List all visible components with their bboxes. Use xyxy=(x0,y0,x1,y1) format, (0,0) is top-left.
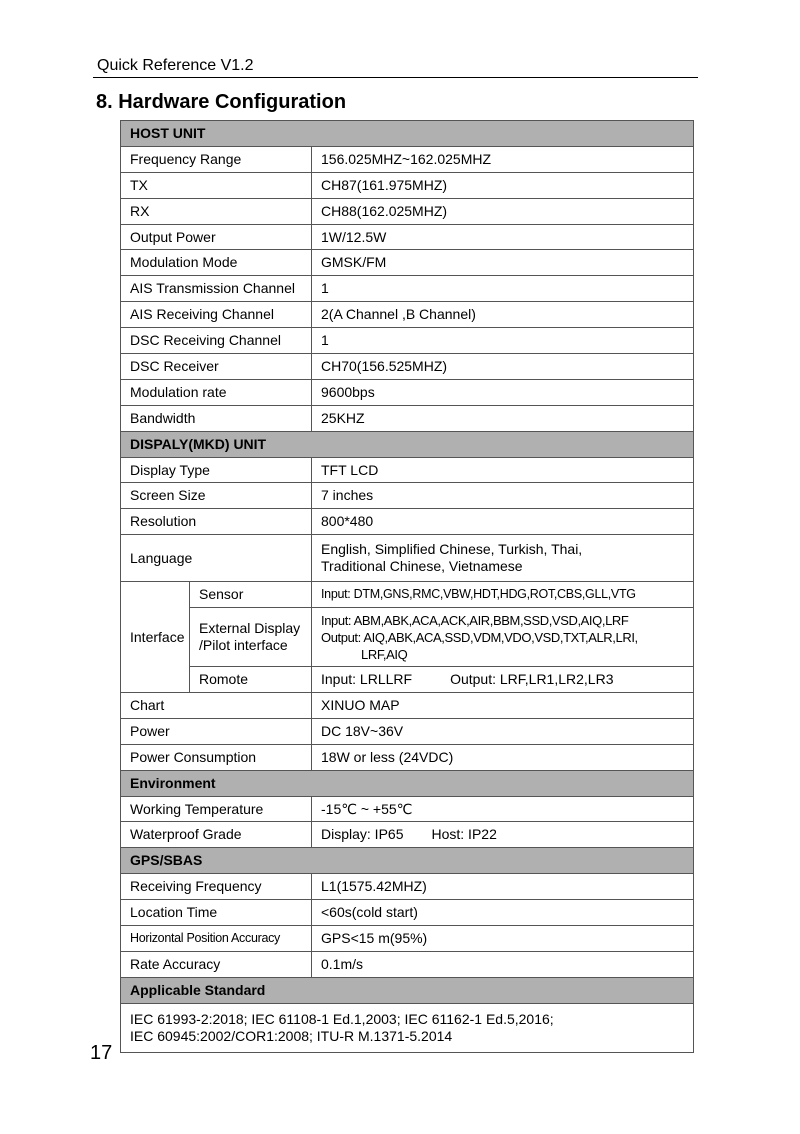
spec-label: Rate Accuracy xyxy=(121,951,312,977)
interface-external-value xyxy=(312,608,694,667)
standard-text xyxy=(121,1003,694,1052)
spec-value: 9600bps xyxy=(312,379,694,405)
spec-row-rate-accuracy xyxy=(121,951,694,977)
spec-row-location-time xyxy=(121,900,694,926)
external-label-line-1: External Display xyxy=(199,620,301,637)
spec-row-dsc-receiver xyxy=(121,354,694,380)
interface-sensor-value: Input: DTM,GNS,RMC,VBW,HDT,HDG,ROT,CBS,GLL,VTG xyxy=(312,582,694,608)
spec-row-dsc-receiving-channel xyxy=(121,328,694,354)
spec-label: Modulation rate xyxy=(121,379,312,405)
spec-value: DC 18V~36V xyxy=(312,718,694,744)
spec-value: CH70(156.525MHZ) xyxy=(312,354,694,380)
document-header: Quick Reference V1.2 xyxy=(97,57,254,74)
external-value-line-2: Output: AIQ,ABK,ACA,SSD,VDM,VDO,VSD,TXT,ALR,LRI, xyxy=(321,629,638,645)
spec-label: Receiving Frequency xyxy=(121,874,312,900)
spec-row-modulation-rate xyxy=(121,379,694,405)
spec-value: 2(A Channel ,B Channel) xyxy=(312,302,694,328)
language-line-1: English, Simplified Chinese, Turkish, Thai, xyxy=(321,541,583,558)
standard-heading-row xyxy=(121,977,694,1003)
spec-row-language xyxy=(121,535,694,582)
spec-value: 1 xyxy=(312,276,694,302)
spec-value: 1 xyxy=(312,328,694,354)
standard-line-2: IEC 60945:2002/COR1:2008; ITU-R M.1371-5.2014 xyxy=(130,1027,453,1044)
spec-row-output-power xyxy=(121,224,694,250)
language-line-2: Traditional Chinese, Vietnamese xyxy=(321,558,523,575)
remote-output: Output: LRF,LR1,LR2,LR3 xyxy=(450,671,614,688)
spec-value: -15℃ ~ +55℃ xyxy=(312,796,694,822)
spec-label: Waterproof Grade xyxy=(121,822,312,848)
spec-row-frequency-range xyxy=(121,146,694,172)
spec-label: Screen Size xyxy=(121,483,312,509)
interface-label: Interface xyxy=(121,582,190,693)
standard-line-1: IEC 61993-2:2018; IEC 61108-1 Ed.1,2003; IEC 61162-1 Ed.5,2016; xyxy=(130,1010,554,1027)
standard-heading: Applicable Standard xyxy=(121,977,694,1003)
spec-row-ais-transmission-channel xyxy=(121,276,694,302)
spec-label: AIS Transmission Channel xyxy=(121,276,312,302)
host-unit-heading-row xyxy=(121,121,694,147)
spec-label: Working Temperature xyxy=(121,796,312,822)
external-label-line-2: /Pilot interface xyxy=(199,637,288,654)
spec-row-tx xyxy=(121,172,694,198)
spec-label: Power xyxy=(121,718,312,744)
spec-row-horizontal-position-accuracy xyxy=(121,926,694,952)
spec-value: <60s(cold start) xyxy=(312,900,694,926)
interface-sensor-label: Sensor xyxy=(190,582,312,608)
spec-label: Output Power xyxy=(121,224,312,250)
spec-row-power xyxy=(121,718,694,744)
spec-value: XINUO MAP xyxy=(312,693,694,719)
spec-row-interface-remote xyxy=(121,667,694,693)
spec-value: 800*480 xyxy=(312,509,694,535)
spec-label: Power Consumption xyxy=(121,744,312,770)
page-number: 17 xyxy=(90,1042,113,1064)
spec-label: TX xyxy=(121,172,312,198)
spec-label: Horizontal Position Accuracy xyxy=(121,926,312,952)
spec-row-chart xyxy=(121,693,694,719)
spec-value: 156.025MHZ~162.025MHZ xyxy=(312,146,694,172)
spec-label: Chart xyxy=(121,693,312,719)
interface-remote-value xyxy=(312,667,694,693)
environment-heading-row xyxy=(121,770,694,796)
spec-row-ais-receiving-channel xyxy=(121,302,694,328)
spec-row-working-temperature xyxy=(121,796,694,822)
spec-value: CH88(162.025MHZ) xyxy=(312,198,694,224)
standard-row xyxy=(121,1003,694,1052)
spec-label: Location Time xyxy=(121,900,312,926)
interface-remote-label: Romote xyxy=(190,667,312,693)
spec-row-display-type xyxy=(121,457,694,483)
spec-label: DSC Receiver xyxy=(121,354,312,380)
spec-value: L1(1575.42MHZ) xyxy=(312,874,694,900)
display-unit-heading-row xyxy=(121,431,694,457)
spec-label: Modulation Mode xyxy=(121,250,312,276)
spec-row-rx xyxy=(121,198,694,224)
spec-value: GPS<15 m(95%) xyxy=(312,926,694,952)
spec-value: 7 inches xyxy=(312,483,694,509)
environment-heading: Environment xyxy=(121,770,694,796)
spec-row-receiving-frequency xyxy=(121,874,694,900)
gps-heading-row xyxy=(121,848,694,874)
spec-value xyxy=(312,822,694,848)
spec-row-modulation-mode xyxy=(121,250,694,276)
external-value-line-1: Input: ABM,ABK,ACA,ACK,AIR,BBM,SSD,VSD,AIQ,LRF xyxy=(321,612,629,628)
spec-label: AIS Receiving Channel xyxy=(121,302,312,328)
spec-label: Frequency Range xyxy=(121,146,312,172)
interface-external-label xyxy=(190,608,312,667)
spec-row-bandwidth xyxy=(121,405,694,431)
waterproof-display: Display: IP65 xyxy=(321,826,404,843)
spec-value: 25KHZ xyxy=(312,405,694,431)
header-rule xyxy=(93,77,698,78)
display-unit-heading: DISPALY(MKD) UNIT xyxy=(121,431,694,457)
host-unit-heading: HOST UNIT xyxy=(121,121,694,147)
spec-label: Language xyxy=(121,535,312,582)
spec-value: 18W or less (24VDC) xyxy=(312,744,694,770)
external-value-line-3: LRF,AIQ xyxy=(361,646,408,662)
gps-heading: GPS/SBAS xyxy=(121,848,694,874)
spec-value: 0.1m/s xyxy=(312,951,694,977)
spec-row-power-consumption xyxy=(121,744,694,770)
spec-label: DSC Receiving Channel xyxy=(121,328,312,354)
spec-value xyxy=(312,535,694,582)
spec-row-waterproof-grade xyxy=(121,822,694,848)
spec-label: Bandwidth xyxy=(121,405,312,431)
waterproof-host: Host: IP22 xyxy=(431,826,497,843)
hardware-spec-table xyxy=(120,120,694,1053)
spec-value: GMSK/FM xyxy=(312,250,694,276)
spec-row-interface-sensor xyxy=(121,582,694,608)
spec-value: TFT LCD xyxy=(312,457,694,483)
spec-label: RX xyxy=(121,198,312,224)
spec-value: 1W/12.5W xyxy=(312,224,694,250)
spec-row-interface-external xyxy=(121,608,694,667)
spec-row-resolution xyxy=(121,509,694,535)
spec-label: Resolution xyxy=(121,509,312,535)
section-title: 8. Hardware Configuration xyxy=(96,91,347,113)
remote-input: Input: LRLLRF xyxy=(321,671,413,688)
spec-label: Display Type xyxy=(121,457,312,483)
spec-value: CH87(161.975MHZ) xyxy=(312,172,694,198)
spec-row-screen-size xyxy=(121,483,694,509)
